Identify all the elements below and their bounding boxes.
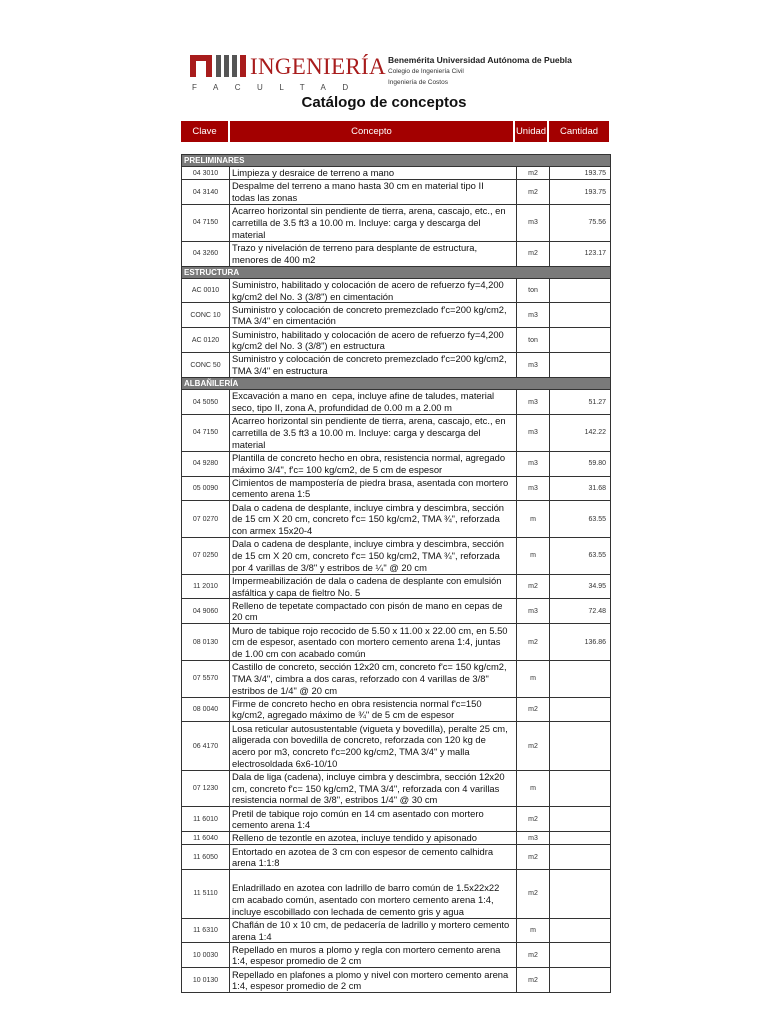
table-row	[182, 967, 610, 992]
table-row	[182, 660, 610, 697]
unidad-cell: m3	[517, 353, 550, 377]
unidad-cell: m3	[517, 477, 550, 501]
concepto-cell: Losa reticular autosustentable (vigueta y bovedilla), peralte 25 cm, aligerada con bovedilla de concreto, reforzada con 120 kg de acero por m3, concreto f'c=200 kg/cm2, TMA 3/4" y malla electrosoldada 6x6-10/10	[230, 722, 517, 769]
table-row	[182, 389, 610, 414]
table-row	[182, 241, 610, 266]
cantidad-cell: 72.48	[588, 607, 606, 615]
unidad-cell: ton	[517, 279, 550, 303]
clave-cell: 11 6040	[182, 832, 230, 844]
clave-cell: 11 6010	[182, 807, 230, 831]
table-row	[182, 352, 610, 377]
unidad-cell: m3	[517, 599, 550, 623]
clave-cell: AC 0120	[182, 328, 230, 352]
clave-cell: 04 3140	[182, 180, 230, 204]
concepto-cell: Cimientos de mampostería de piedra brasa, asentada con mortero cemento arena 1:5	[230, 477, 517, 501]
concepto-cell: Pretil de tabique rojo común en 14 cm asentado con mortero cemento arena 1:4	[230, 807, 517, 831]
unidad-cell: ton	[517, 328, 550, 352]
concepto-cell: Muro de tabique rojo recocido de 5.50 x 11.00 x 22.00 cm, en 5.50 cm de espesor, asentado con mortero cemento arena 1:4, juntas de 1.00 cm con acabado común	[230, 624, 517, 660]
unidad-cell: m2	[517, 624, 550, 660]
cantidad-cell	[550, 845, 610, 869]
clave-cell: 04 7150	[182, 205, 230, 241]
table-row	[182, 476, 610, 501]
concepto-cell: Dala de liga (cadena), incluye cimbra y descimbra, sección 12x20 cm, concreto f'c= 150 kg/cm2, TMA 3/4", reforzada con 4 varillas resistencia normal de 3/8", estribos 1/4" @ 30 cm	[230, 771, 517, 807]
faculty-logo	[190, 54, 386, 97]
clave-cell: CONC 50	[182, 353, 230, 377]
cantidad-cell	[550, 279, 610, 303]
logo-subtext: FACULTAD	[192, 83, 365, 92]
cantidad-cell	[550, 919, 610, 943]
unidad-cell: m2	[517, 575, 550, 599]
unidad-cell: m	[517, 501, 550, 537]
cantidad-cell	[550, 968, 610, 992]
page-title: Catálogo de conceptos	[301, 94, 467, 111]
cantidad-cell	[550, 722, 610, 769]
clave-cell: 08 0040	[182, 698, 230, 722]
concepto-cell: Limpieza y desraice de terreno a mano	[230, 167, 517, 179]
cantidad-cell	[550, 661, 610, 697]
unidad-cell: m3	[517, 832, 550, 844]
unidad-cell: m2	[517, 807, 550, 831]
unidad-cell: m3	[517, 390, 550, 414]
clave-cell: 04 3260	[182, 242, 230, 266]
cantidad-cell: 142.22	[584, 429, 606, 437]
clave-cell: 08 0130	[182, 624, 230, 660]
concepto-cell: Acarreo horizontal sin pendiente de tierra, arena, cascajo, etc., en carretilla de 3.5 ft3 a 10.00 m. Incluye: carga y descarga del material	[230, 205, 517, 241]
unidad-cell: m	[517, 919, 550, 943]
unidad-cell: m	[517, 771, 550, 807]
clave-cell: 07 0250	[182, 538, 230, 574]
section-header: ESTRUCTURA	[182, 266, 610, 278]
column-header-concepto: Concepto	[230, 121, 513, 142]
column-header-cantidad: Cantidad	[549, 121, 609, 142]
unidad-cell: m2	[517, 698, 550, 722]
table-row	[182, 806, 610, 831]
unidad-cell: m3	[517, 205, 550, 241]
clave-cell: 11 6310	[182, 919, 230, 943]
section-header: ALBAÑILERÍA	[182, 377, 610, 389]
cantidad-cell: 123.17	[584, 250, 606, 258]
table-row	[182, 500, 610, 537]
table-row	[182, 179, 610, 204]
unidad-cell: m2	[517, 845, 550, 869]
table-row	[182, 451, 610, 476]
course-name: Ingeniería de Costos	[388, 79, 448, 86]
concepto-cell: Trazo y nivelación de terreno para desplante de estructura, menores de 400 m2	[230, 242, 517, 266]
unidad-cell: m3	[517, 452, 550, 476]
clave-cell: 10 0030	[182, 943, 230, 967]
unidad-cell: m2	[517, 968, 550, 992]
concepto-cell: Suministro, habilitado y colocación de acero de refuerzo fy=4,200 kg/cm2 del No. 3 (3/8") en cimentación	[230, 279, 517, 303]
column-header-clave: Clave	[181, 121, 228, 142]
clave-cell: 04 9060	[182, 599, 230, 623]
concepto-cell: Firme de concreto hecho en obra resistencia normal f'c=150 kg/cm2, agregado máximo de ¾" de 5 cm de espesor	[230, 698, 517, 722]
cantidad-cell: 193.75	[584, 169, 606, 177]
cantidad-cell	[550, 353, 610, 377]
clave-cell: 06 4170	[182, 722, 230, 769]
concepto-cell: Relleno de tezontle en azotea, incluye tendido y apisonado	[230, 832, 517, 844]
table-row	[182, 869, 610, 917]
clave-cell: 04 9280	[182, 452, 230, 476]
concepto-cell: Chaflán de 10 x 10 cm, de pedacería de ladrillo y mortero cemento arena 1:4	[230, 919, 517, 943]
unidad-cell: m2	[517, 943, 550, 967]
cantidad-cell: 75.56	[588, 219, 606, 227]
section-header: PRELIMINARES	[182, 154, 610, 166]
concepto-cell: Plantilla de concreto hecho en obra, resistencia normal, agregado máximo 3/4", f'c= 100 kg/cm2, de 5 cm de espesor	[230, 452, 517, 476]
cantidad-cell: 31.68	[588, 484, 606, 492]
unidad-cell: m2	[517, 167, 550, 179]
concepto-cell: Enladrillado en azotea con ladrillo de barro común de 1.5x22x22 cm acabado común, asentado con mortero cemento arena 1:4, incluye escobillado con lechada de cemento gris y agua	[230, 870, 517, 917]
clave-cell: CONC 10	[182, 303, 230, 327]
cantidad-cell: 136.86	[584, 638, 606, 646]
cantidad-cell: 193.75	[584, 188, 606, 196]
table-row	[182, 598, 610, 623]
clave-cell: 11 5110	[182, 870, 230, 917]
cantidad-cell	[550, 771, 610, 807]
concepto-cell: Entortado en azotea de 3 cm con espesor de cemento calhidra arena 1:1:8	[230, 845, 517, 869]
unidad-cell: m	[517, 538, 550, 574]
clave-cell: 05 0090	[182, 477, 230, 501]
table-row	[182, 414, 610, 451]
concepto-cell: Dala o cadena de desplante, incluye cimbra y descimbra, sección de 15 cm X 20 cm, concreto f'c= 150 kg/cm2, TMA ¾", reforzada con armex 15x20-4	[230, 501, 517, 537]
cantidad-cell: 63.55	[588, 515, 606, 523]
clave-cell: 07 0270	[182, 501, 230, 537]
concepto-cell: Relleno de tepetate compactado con pisón de mano en cepas de 20 cm	[230, 599, 517, 623]
unidad-cell: m2	[517, 722, 550, 769]
university-name: Benemérita Universidad Autónoma de Puebla	[388, 55, 572, 65]
table-row	[182, 166, 610, 179]
cantidad-cell	[550, 943, 610, 967]
unidad-cell: m3	[517, 415, 550, 451]
table-row	[182, 942, 610, 967]
clave-cell: 04 5050	[182, 390, 230, 414]
clave-cell: 04 7150	[182, 415, 230, 451]
table-row	[182, 204, 610, 241]
unidad-cell: m2	[517, 870, 550, 917]
table-row	[182, 831, 610, 844]
concepto-cell: Excavación a mano en cepa, incluye afine de taludes, material seco, tipo II, zona A, profundidad de 0.00 m a 2.00 m	[230, 390, 517, 414]
clave-cell: 07 1230	[182, 771, 230, 807]
table-row	[182, 721, 610, 769]
table-row	[182, 302, 610, 327]
unidad-cell: m3	[517, 303, 550, 327]
concepto-cell: Repellado en plafones a plomo y nivel con mortero cemento arena 1:4, espesor promedio de 2 cm	[230, 968, 517, 992]
cantidad-cell	[550, 807, 610, 831]
concepto-cell: Dala o cadena de desplante, incluye cimbra y descimbra, sección de 15 cm X 20 cm, concreto f'c= 150 kg/cm2, TMA ¾", reforzada por 4 varillas de 3/8" y estribos de ¼" @ 20 cm	[230, 538, 517, 574]
clave-cell: 11 6050	[182, 845, 230, 869]
clave-cell: AC 0010	[182, 279, 230, 303]
table-row	[182, 697, 610, 722]
column-header-unidad: Unidad	[515, 121, 547, 142]
logo-bars-icon	[190, 55, 248, 77]
concepto-cell: Acarreo horizontal sin pendiente de tierra, arena, cascajo, etc., en carretilla de 3.5 ft3 a 10.00 m. Incluye: carga y descarga del material	[230, 415, 517, 451]
table-row	[182, 278, 610, 303]
concepto-cell: Suministro, habilitado y colocación de acero de refuerzo fy=4,200 kg/cm2 del No. 3 (3/8") en estructura	[230, 328, 517, 352]
clave-cell: 11 2010	[182, 575, 230, 599]
logo-text: INGENIERÍA	[250, 54, 386, 79]
concepto-cell: Repellado en muros a plomo y regla con mortero cemento arena 1:4, espesor promedio de 2 cm	[230, 943, 517, 967]
unidad-cell: m2	[517, 180, 550, 204]
cantidad-cell: 59.80	[588, 460, 606, 468]
concepto-cell: Despalme del terreno a mano hasta 30 cm en material tipo II todas las zonas	[230, 180, 517, 204]
concepto-cell: Castillo de concreto, sección 12x20 cm, concreto f'c= 150 kg/cm2, TMA 3/4", cimbra a dos caras, reforzado con 4 varillas de 3/8" estribos de 1/4" @ 20 cm	[230, 661, 517, 697]
college-name: Colegio de Ingeniería Civil	[388, 68, 464, 75]
cantidad-cell	[550, 870, 610, 917]
cantidad-cell: 34.95	[588, 583, 606, 591]
table-row	[182, 770, 610, 807]
cantidad-cell	[550, 328, 610, 352]
cantidad-cell	[550, 303, 610, 327]
clave-cell: 07 5570	[182, 661, 230, 697]
concepto-cell: Suministro y colocación de concreto premezclado f'c=200 kg/cm2, TMA 3/4" en cimentación	[230, 303, 517, 327]
concept-table	[181, 154, 611, 993]
clave-cell: 10 0130	[182, 968, 230, 992]
cantidad-cell	[550, 698, 610, 722]
unidad-cell: m2	[517, 242, 550, 266]
unidad-cell: m	[517, 661, 550, 697]
table-row	[182, 844, 610, 869]
cantidad-cell: 63.55	[588, 552, 606, 560]
table-row	[182, 327, 610, 352]
concepto-cell: Suministro y colocación de concreto premezclado f'c=200 kg/cm2, TMA 3/4" en estructura	[230, 353, 517, 377]
table-row	[182, 537, 610, 574]
table-row	[182, 623, 610, 660]
cantidad-cell: 51.27	[588, 398, 606, 406]
concepto-cell: Impermeabilización de dala o cadena de desplante con emulsión asfáltica y capa de fieltro No. 5	[230, 575, 517, 599]
table-row	[182, 918, 610, 943]
clave-cell: 04 3010	[182, 167, 230, 179]
cantidad-cell	[550, 832, 610, 844]
table-row	[182, 574, 610, 599]
